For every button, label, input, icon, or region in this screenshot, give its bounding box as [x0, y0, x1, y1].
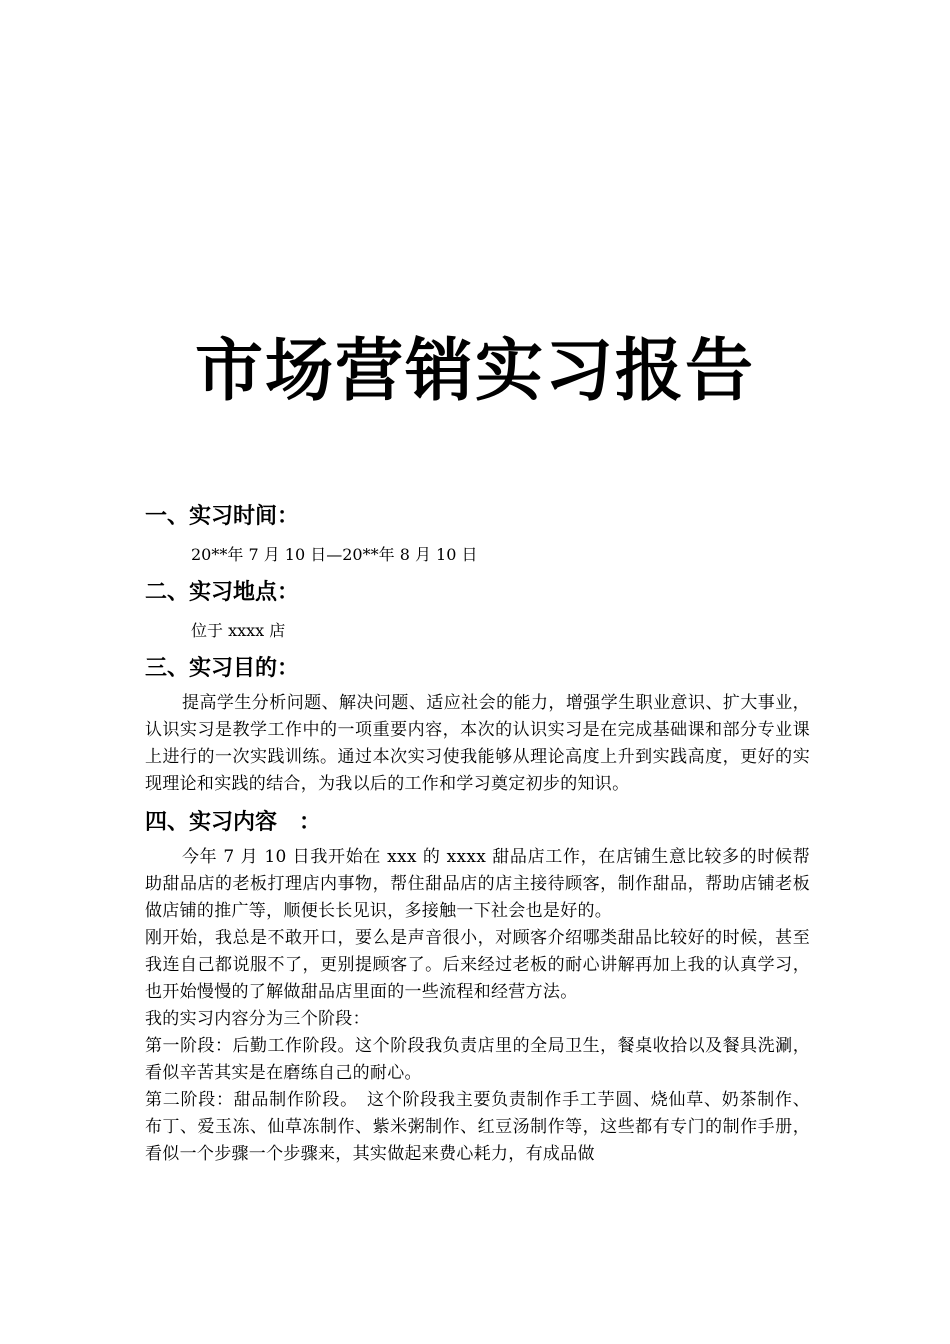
content-paragraph-stage-one: 第一阶段：后勤工作阶段。这个阶段我负责店里的全局卫生，餐桌收拾以及餐具洗涮，看似辛苦其实是在磨练自己的耐心。 — [145, 1036, 810, 1083]
section-heading-time — [145, 498, 810, 536]
content-paragraph-stage-two: 第二阶段：甜品制作阶段。 这个阶段我主要负责制作手工芋圆、烧仙草、奶茶制作、布丁、爱玉冻、仙草冻制作、紫米粥制作、红豆汤制作等，这些都有专门的制作手册，看似一个步骤一个步骤来，其实做起来费心耗力，有成品做 — [145, 1090, 810, 1164]
content-paragraph-beginning: 刚开始，我总是不敢开口，要么是声音很小，对顾客介绍哪类甜品比较好的时候，甚至我连自己都说服不了，更别提顾客了。后来经过老板的耐心讲解再加上我的认真学习，也开始慢慢的了解做甜品店里面的一些流程和经营方法。 — [145, 928, 810, 1002]
section-heading-text: 一、实习时间 — [145, 504, 278, 529]
section-heading-purpose — [145, 650, 810, 688]
section-heading-colon: ： — [299, 810, 322, 835]
section-heading-text: 四、实习内容 — [145, 810, 278, 835]
document-body — [145, 498, 810, 1168]
section-heading-colon: ： — [277, 580, 300, 605]
purpose-paragraph: 提高学生分析问题、解决问题、适应社会的能力，增强学生职业意识、扩大事业，认识实习是教学工作中的一项重要内容，本次的认识实习是在完成基础课和部分专业课上进行的一次实践训练。通过本次实习使我能够从理论高度上升到实践高度，更好的实现理论和实践的结合，为我以后的工作和学习奠定初步的知识。 — [145, 693, 810, 794]
content-paragraph-intro: 今年 7 月 10 日我开始在 xxx 的 xxxx 甜品店工作，在店铺生意比较多的时候帮助甜品店的老板打理店内事物，帮住甜品店的店主接待顾客，制作甜品，帮助店铺老板做店铺的推广等，顺便长长见识，多接触一下社会也是好的。 — [145, 847, 810, 921]
internship-location-value: 位于 xxxx 店 — [191, 621, 286, 640]
content-paragraph-stages-intro: 我的实习内容分为三个阶段： — [145, 1009, 370, 1029]
section-heading-content — [145, 804, 810, 842]
section-heading-text: 三、实习目的 — [145, 656, 278, 681]
section-heading-colon: ： — [277, 504, 300, 529]
document-title: 市场营销实习报告 — [194, 332, 755, 411]
internship-time-value: 20**年 7 月 10 日—20**年 8 月 10 日 — [191, 545, 478, 564]
section-heading-colon: ： — [277, 656, 300, 681]
section-heading-text: 二、实习地点 — [145, 580, 278, 605]
section-heading-location — [145, 574, 810, 612]
